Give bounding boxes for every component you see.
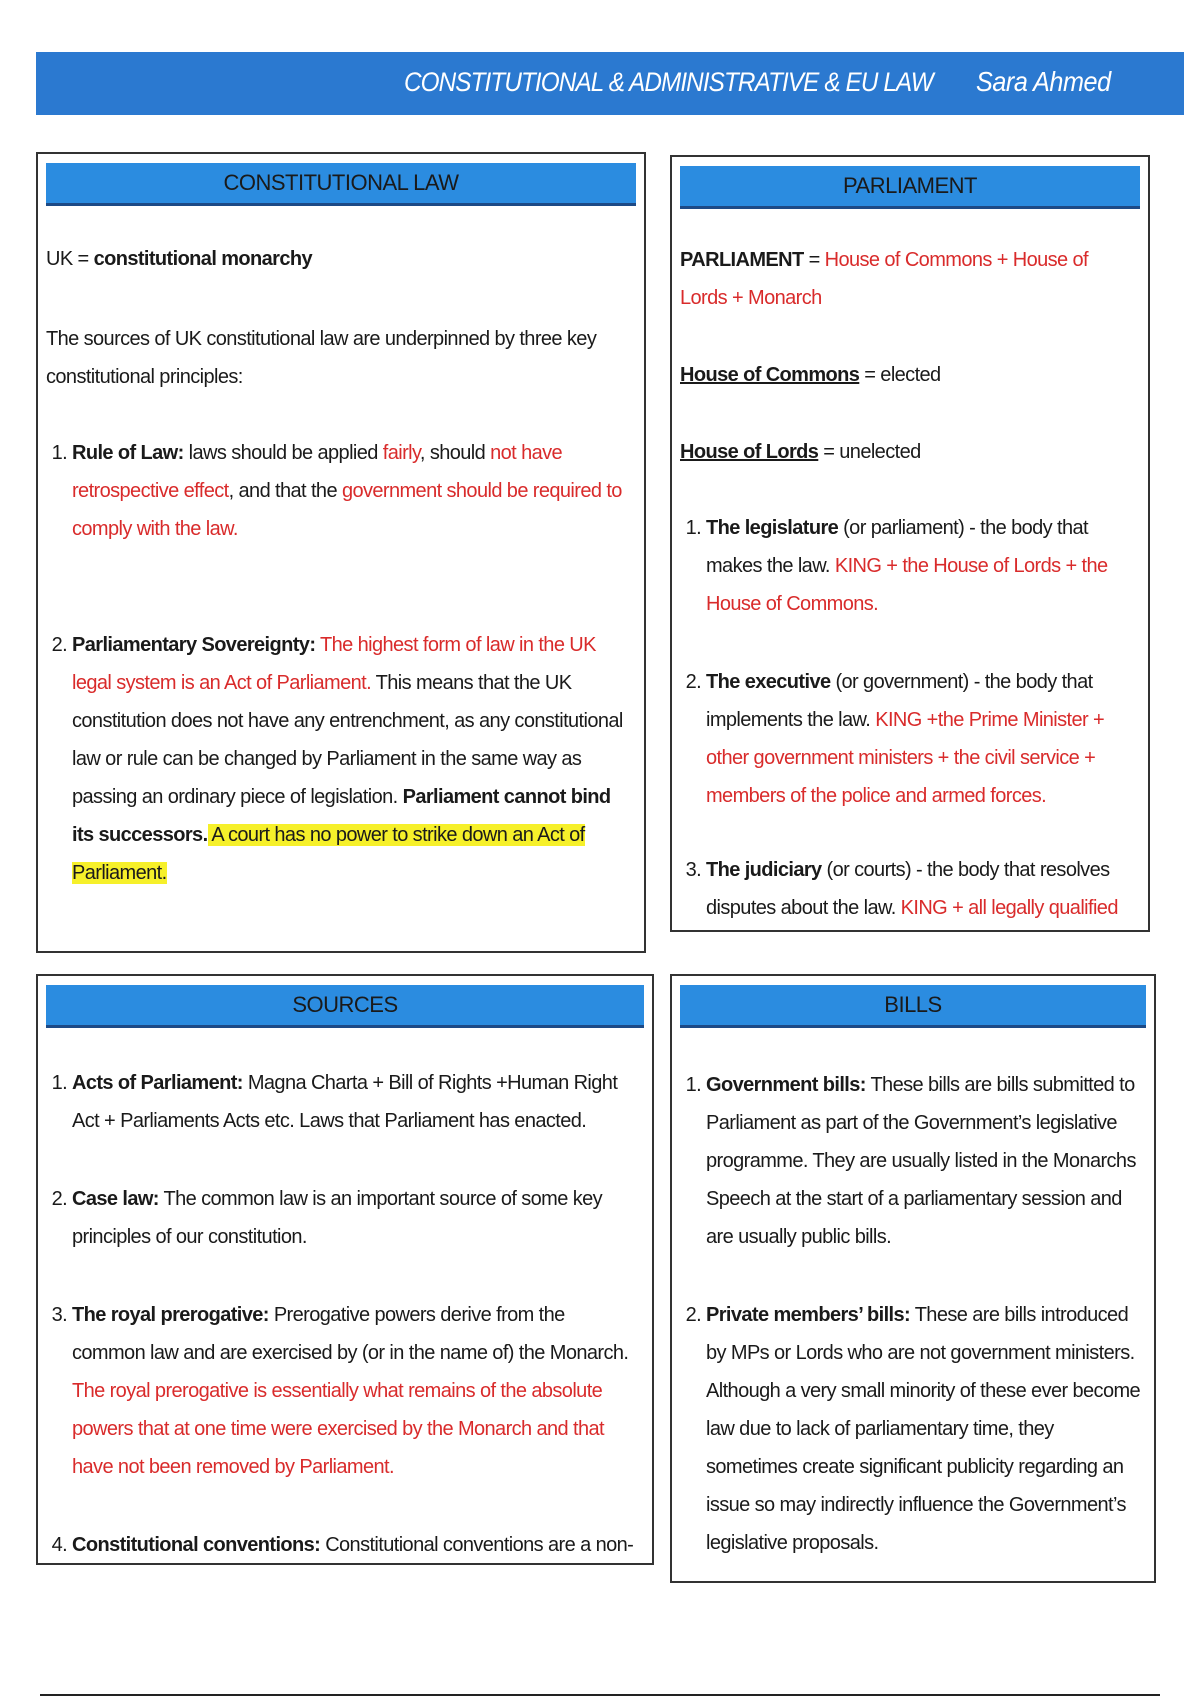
conventions-label: Constitutional conventions: [72, 1534, 321, 1556]
branch-judiciary [706, 851, 1138, 932]
executive-members: KING +the Prime Minister + other government ministers + the civil service + members of the police and armed forces. [706, 709, 1105, 807]
judiciary-label: The judiciary [706, 859, 822, 881]
branch-executive [706, 663, 1138, 815]
house-of-commons-label: House of Commons [680, 364, 860, 386]
judiciary-text: (or courts) - the body that resolves disputes about the law. [706, 859, 1110, 919]
government-bills-text: These bills are bills submitted to Parliament as part of the Government’s legislative programme. They are usually listed in the Monarchs Speech at the start of a parliamentary session and are usually public bills. [706, 1074, 1136, 1248]
parliament-def-label: PARLIAMENT [680, 249, 804, 271]
case-law-label: Case law: [72, 1188, 159, 1210]
house-of-lords [680, 433, 1138, 471]
house-of-lords-value: = unelected [818, 441, 921, 463]
sovereignty-court-highlight: A court has no power to strike down an Act of Parliament. [72, 824, 585, 884]
parliament-panel [670, 155, 1150, 932]
rule-of-law-text-b: , should [419, 442, 491, 464]
sovereignty-text: This means that the UK constitution does not have any entrenchment, as any constitutional law or rule can be changed by Parliament in the same way as passing an ordinary piece of legislation. [72, 672, 623, 808]
bills-heading: BILLS [680, 985, 1146, 1028]
rule-of-law-label: Rule of Law: [72, 442, 184, 464]
constitutional-law-heading: CONSTITUTIONAL LAW [46, 163, 636, 206]
uk-definition [46, 240, 634, 278]
source-acts-of-parliament [72, 1064, 642, 1140]
prerogative-text: Prerogative powers derive from the common law and are exercised by (or in the name of) the Monarch. [72, 1304, 629, 1364]
source-constitutional-conventions [72, 1526, 642, 1565]
legislature-members: KING + the House of Lords + the House of Commons. [706, 555, 1108, 615]
parliament-def-components: House of Commons + House of Lords + Monarch [680, 249, 1089, 309]
bill-government [706, 1066, 1144, 1256]
principle-rule-of-law [72, 434, 634, 548]
constitutional-law-panel [36, 152, 646, 953]
executive-text: (or government) - the body that implements the law. [706, 671, 1093, 731]
parliament-heading: PARLIAMENT [680, 166, 1140, 209]
principle-parliamentary-sovereignty [72, 626, 634, 892]
prerogative-label: The royal prerogative: [72, 1304, 269, 1326]
rule-of-law-text-a: laws should be applied [183, 442, 383, 464]
judiciary-members: KING + all legally qualified [900, 897, 1118, 919]
rule-of-law-fairly: fairly [382, 442, 420, 464]
sources-heading: SOURCES [46, 985, 644, 1028]
parliament-definition [680, 241, 1138, 317]
legislature-label: The legislature [706, 517, 839, 539]
page-header [36, 52, 1184, 115]
rule-of-law-text-c: , and that the [228, 480, 342, 502]
house-of-commons [680, 356, 1138, 394]
sovereignty-highest-law: The highest form of law in the UK legal system is an Act of Parliament. [72, 634, 596, 694]
source-royal-prerogative [72, 1296, 642, 1486]
uk-prefix: UK = [46, 248, 94, 270]
executive-label: The executive [706, 671, 831, 693]
footer-rule [40, 1694, 1160, 1696]
prerogative-red-text: The royal prerogative is essentially what remains of the absolute powers that at one time were exercised by the Monarch and that have not been removed by Parliament. [72, 1380, 604, 1478]
uk-monarchy-term: constitutional monarchy [93, 248, 313, 270]
sovereignty-successors: Parliament cannot bind its successors. [72, 786, 611, 846]
house-of-lords-label: House of Lords [680, 441, 819, 463]
acts-text: Magna Charta + Bill of Rights +Human Right Act + Parliaments Acts etc. Laws that Parliament has enacted. [72, 1072, 618, 1132]
parliament-def-eq: = [803, 249, 825, 271]
government-bills-label: Government bills: [706, 1074, 866, 1096]
acts-label: Acts of Parliament: [72, 1072, 243, 1094]
private-members-bills-label: Private members’ bills: [706, 1304, 911, 1326]
rule-of-law-retrospective: not have retrospective effect [72, 442, 563, 502]
legislature-text: (or parliament) - the body that makes the law. [706, 517, 1088, 577]
bills-panel [670, 974, 1156, 1583]
sovereignty-label: Parliamentary Sovereignty: [72, 634, 316, 656]
house-of-commons-value: = elected [859, 364, 941, 386]
private-members-bills-text: These are bills introduced by MPs or Lords who are not government ministers. Although a very small minority of these ever become law due to lack of parliamentary time, they sometimes create significant publicity regarding an issue so may indirectly influence the Government’s legislative proposals. [706, 1304, 1141, 1554]
source-case-law [72, 1180, 642, 1256]
principles-intro: The sources of UK constitutional law are underpinned by three key constitutional principles: [46, 328, 597, 388]
conventions-text: Constitutional conventions are a non- [325, 1534, 634, 1556]
sources-panel [36, 974, 654, 1565]
document-title: CONSTITUTIONAL & ADMINISTRATIVE & EU LAW [404, 67, 933, 97]
branch-legislature [706, 509, 1138, 623]
bill-private-members [706, 1296, 1144, 1562]
author-name: Sara Ahmed [976, 66, 1111, 97]
case-law-text: The common law is an important source of some key principles of our constitution. [72, 1188, 603, 1248]
rule-of-law-comply: government should be required to comply with the law. [72, 480, 622, 540]
